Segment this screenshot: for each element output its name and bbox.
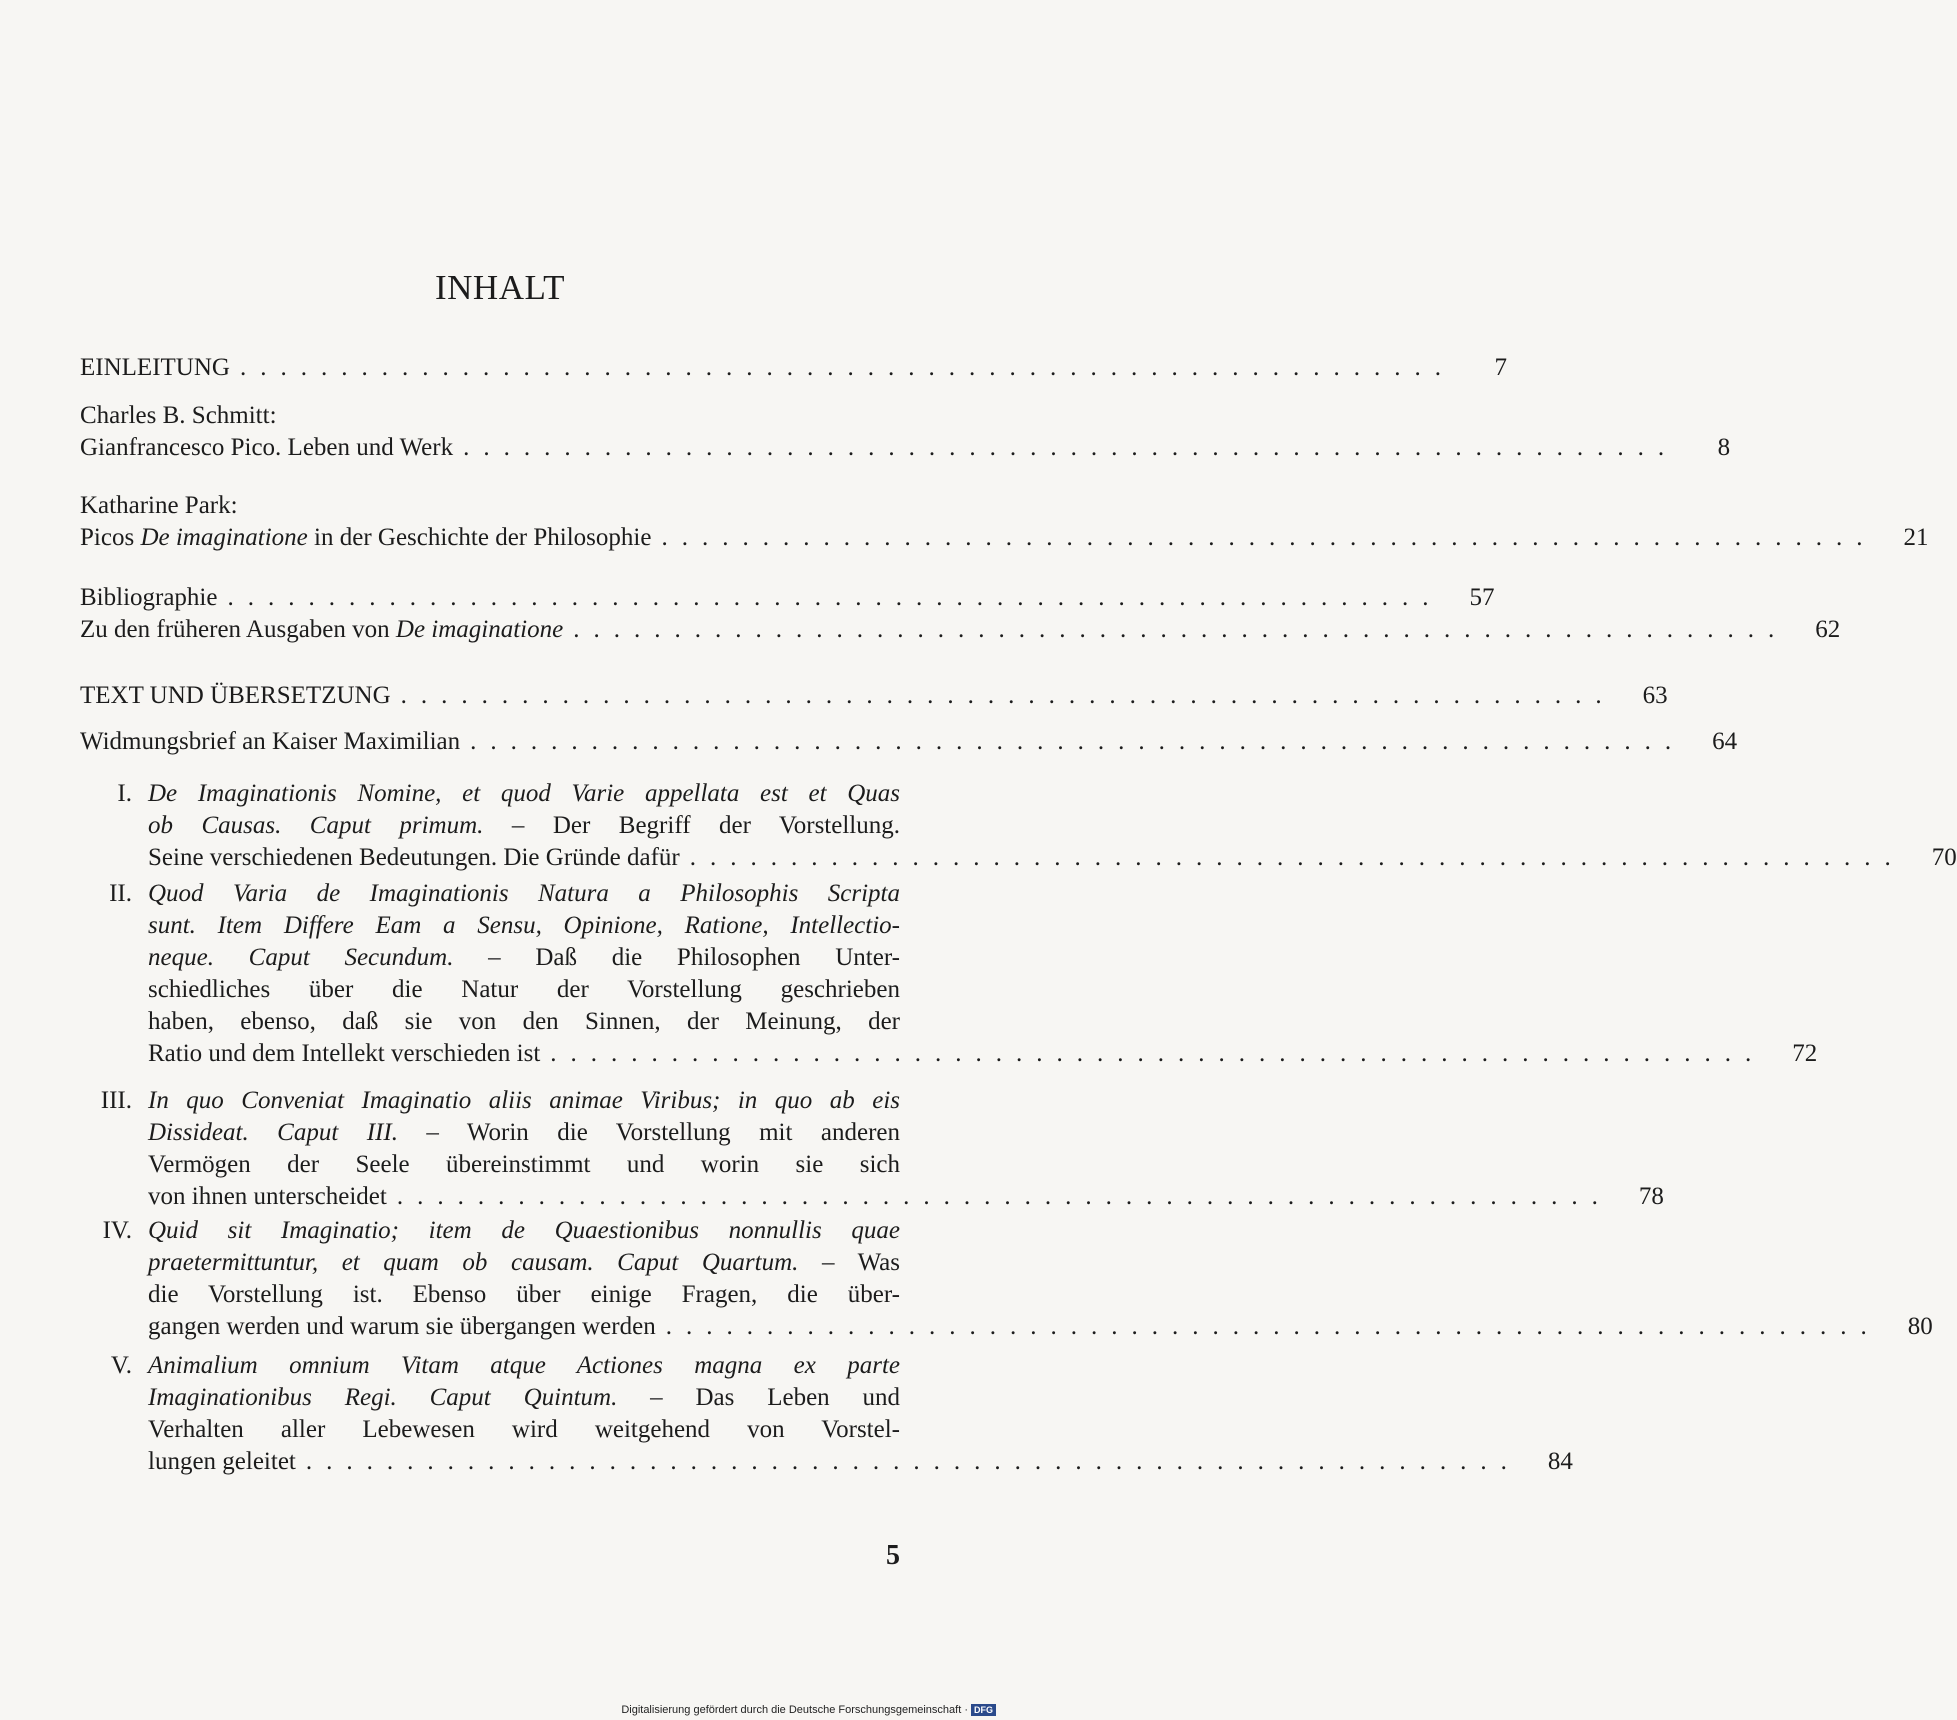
chapter-body xyxy=(148,1215,1933,1343)
chapter-body xyxy=(148,878,1818,1070)
chapter-number: II. xyxy=(109,880,132,907)
title-italic: De imaginatione xyxy=(140,524,308,551)
toc-page-number: 8 xyxy=(1717,434,1731,461)
german-title: lungen geleitet xyxy=(148,1448,296,1475)
toc-page-number: 63 xyxy=(1642,682,1668,709)
german-title: schiedliches über die Natur der Vorstellung geschrieben xyxy=(148,976,900,1003)
chapter-line xyxy=(148,1350,900,1382)
dot-leader: ............................................................ xyxy=(661,524,1877,551)
chapter-line xyxy=(148,910,900,942)
latin-title: ob Causas. Caput primum. xyxy=(148,812,484,839)
chapter-line xyxy=(148,1247,900,1279)
toc-page-number: 57 xyxy=(1469,584,1495,611)
german-title: – Daß die Philosophen Unter- xyxy=(453,944,900,971)
toc-entry-title: Gianfrancesco Pico. Leben und Werk xyxy=(80,434,454,461)
toc-entry xyxy=(80,726,1738,758)
german-title: die Vorstellung ist. Ebenso über einige Fragen, die über- xyxy=(148,1281,900,1308)
german-title: Ratio und dem Intellekt verschieden ist xyxy=(148,1040,541,1067)
german-title: von ihnen unterscheidet xyxy=(148,1183,387,1210)
chapter-number: I. xyxy=(117,780,132,807)
chapter-line xyxy=(148,810,900,842)
german-title: – Worin die Vorstellung mit anderen xyxy=(397,1119,900,1146)
toc-page-number: 78 xyxy=(1638,1183,1664,1210)
chapter-line xyxy=(148,1149,900,1181)
toc-entry-title xyxy=(80,522,651,554)
dot-leader: ............................................................ xyxy=(400,682,1616,709)
toc-entry xyxy=(80,400,1731,464)
chapter-line-text xyxy=(148,1446,296,1478)
toc-entry-line xyxy=(80,680,1668,712)
german-title: – Was xyxy=(798,1249,900,1276)
dot-leader: ............................................................ xyxy=(689,844,1905,871)
chapter-last-line xyxy=(148,1038,1818,1070)
german-title: – Der Begriff der Vorstellung. xyxy=(483,812,900,839)
chapter-last-line xyxy=(148,1446,1573,1478)
latin-title: Imaginationibus Regi. Caput Quintum. xyxy=(148,1384,618,1411)
toc-entry xyxy=(80,352,1507,384)
toc-entry-author: Charles B. Schmitt: xyxy=(80,402,277,429)
latin-title: Quid sit Imaginatio; item de Quaestionibus nonnullis quae xyxy=(148,1217,900,1244)
toc-page-number: 84 xyxy=(1547,1448,1573,1475)
chapter-line xyxy=(148,1085,900,1117)
chapter-line xyxy=(148,1279,900,1311)
toc-page-number: 70 xyxy=(1931,844,1957,871)
toc-page-number: 72 xyxy=(1792,1040,1818,1067)
chapter-line-text xyxy=(148,1038,540,1070)
german-title: Vermögen der Seele übereinstimmt und worin sie sich xyxy=(148,1151,900,1178)
title-italic: De imaginatione xyxy=(395,616,564,643)
dot-leader: ............................................................ xyxy=(470,728,1686,755)
chapter-line-text xyxy=(148,1311,656,1343)
german-title: Verhalten aller Lebewesen wird weitgehend von Vorstel- xyxy=(148,1416,900,1443)
chapter-body xyxy=(148,1085,1664,1213)
dot-leader: ............................................................ xyxy=(573,616,1789,643)
dot-leader: ............................................................ xyxy=(239,354,1455,381)
chapter-last-line xyxy=(148,1311,1933,1343)
dfg-logo: DFG xyxy=(971,1704,996,1716)
toc-entry-title: EINLEITUNG xyxy=(80,354,230,381)
latin-title: neque. Caput Secundum. xyxy=(148,944,454,971)
title-text: in der Geschichte der Philosophie xyxy=(307,524,652,551)
german-title: – Das Leben und xyxy=(617,1384,901,1411)
chapter-line xyxy=(148,1215,900,1247)
chapter-body xyxy=(148,778,1957,874)
chapter-number: III. xyxy=(100,1087,132,1114)
chapter-line xyxy=(148,974,900,1006)
toc-entry xyxy=(80,582,1495,614)
toc-entry xyxy=(80,680,1668,712)
toc-entry-line xyxy=(80,352,1507,384)
dot-leader: ............................................................ xyxy=(550,1040,1766,1067)
chapter-line xyxy=(148,1414,900,1446)
toc-entry-title: TEXT UND ÜBERSETZUNG xyxy=(80,682,391,709)
latin-title: sunt. Item Differe Eam a Sensu, Opinione, Ratione, Intellectio- xyxy=(148,912,900,939)
toc-entry-line xyxy=(80,522,1929,554)
toc-entry xyxy=(80,614,1841,646)
footer-text: Digitalisierung gefördert durch die Deutsche Forschungsgemeinschaft · xyxy=(621,1704,968,1716)
german-title: Seine verschiedenen Bedeutungen. Die Gründe dafür xyxy=(148,844,680,871)
chapter-last-line xyxy=(148,842,1957,874)
toc-entry xyxy=(80,490,1929,554)
chapter-number: IV. xyxy=(102,1217,132,1244)
dot-leader: ............................................................ xyxy=(665,1313,1881,1340)
page-title: INHALT xyxy=(434,268,566,307)
chapter-line-text xyxy=(148,842,680,874)
dot-leader: ............................................................ xyxy=(396,1183,1612,1210)
chapter-line xyxy=(148,1117,900,1149)
toc-page-number: 21 xyxy=(1903,524,1929,551)
toc-page-number: 7 xyxy=(1494,354,1507,381)
chapter-body xyxy=(148,1350,1573,1478)
title-text: Picos xyxy=(80,524,141,551)
german-title: haben, ebenso, daß sie von den Sinnen, der Meinung, der xyxy=(148,1008,900,1035)
chapter-line xyxy=(148,1382,900,1414)
chapter-line xyxy=(148,778,900,810)
latin-title: praetermittuntur, et quam ob causam. Caput Quartum. xyxy=(148,1249,799,1276)
latin-title: In quo Conveniat Imaginatio aliis animae Viribus; in quo ab eis xyxy=(148,1087,900,1114)
digitization-footer xyxy=(621,1704,996,1716)
dot-leader: ............................................................ xyxy=(463,434,1679,461)
title-text: Zu den früheren Ausgaben von xyxy=(80,616,396,643)
toc-entry-line xyxy=(80,582,1495,614)
toc-entry-title xyxy=(80,614,563,646)
toc-entry-line xyxy=(80,614,1841,646)
latin-title: Quod Varia de Imaginationis Natura a Philosophis Scripta xyxy=(148,880,900,907)
toc-entry-line xyxy=(80,432,1731,464)
chapter-line xyxy=(148,878,900,910)
toc-entry-author: Katharine Park: xyxy=(80,492,238,519)
toc-entry-line xyxy=(80,726,1738,758)
chapter-number: V. xyxy=(110,1352,132,1379)
toc-page-number: 62 xyxy=(1815,616,1841,643)
latin-title: Dissideat. Caput III. xyxy=(148,1119,398,1146)
latin-title: De Imaginationis Nomine, et quod Varie appellata est et Quas xyxy=(148,780,900,807)
german-title: gangen werden und warum sie übergangen werden xyxy=(148,1313,656,1340)
toc-page-number: 80 xyxy=(1907,1313,1933,1340)
dot-leader: ............................................................ xyxy=(305,1448,1521,1475)
chapter-line xyxy=(148,1006,900,1038)
toc-entry-title: Widmungsbrief an Kaiser Maximilian xyxy=(80,728,461,755)
chapter-last-line xyxy=(148,1181,1664,1213)
latin-title: Animalium omnium Vitam atque Actiones magna ex parte xyxy=(148,1352,900,1379)
dot-leader: ............................................................ xyxy=(227,584,1443,611)
toc-entry-title: Bibliographie xyxy=(80,584,218,611)
chapter-line xyxy=(148,942,900,974)
toc-page-number: 64 xyxy=(1712,728,1738,755)
page-number: 5 xyxy=(886,1540,900,1571)
chapter-line-text xyxy=(148,1181,387,1213)
